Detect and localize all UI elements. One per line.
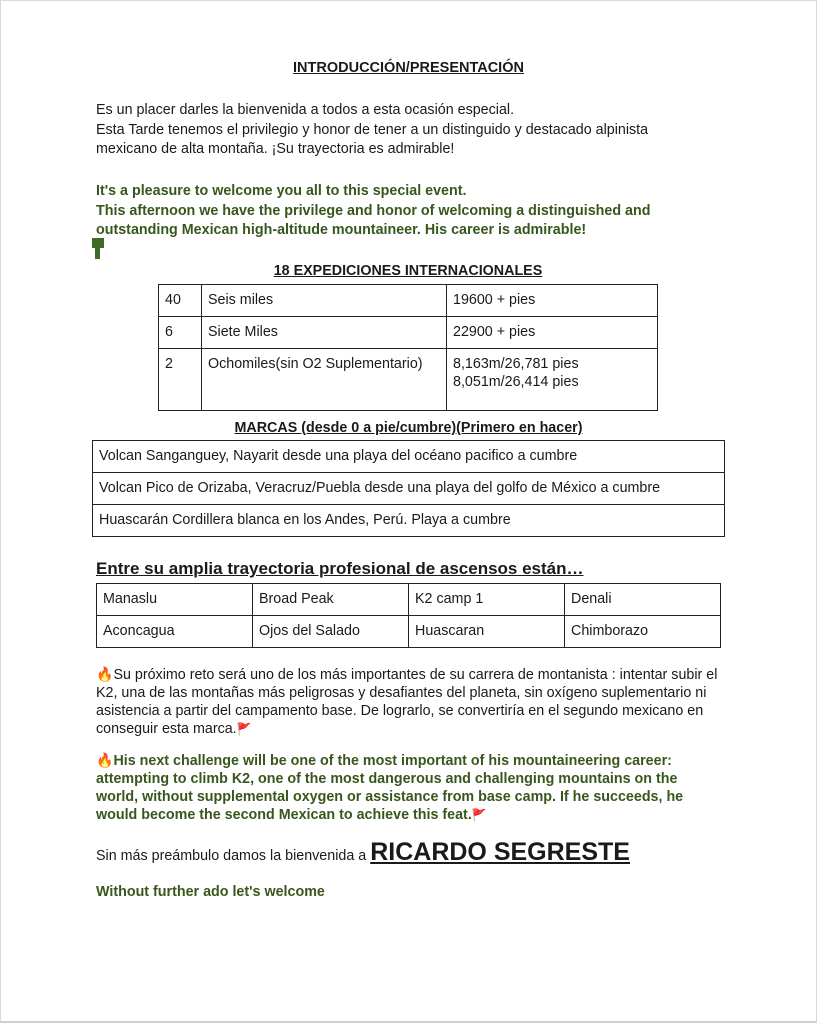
table-row xyxy=(159,317,658,349)
expedition-name: Seis miles xyxy=(202,285,447,317)
peak-cell: Aconcagua xyxy=(97,616,253,648)
intro-es-line-2: Esta Tarde tenemos el privilegio y honor de tener a un distinguido y destacado alpinista xyxy=(96,121,649,138)
expedition-count: 2 xyxy=(159,349,202,411)
intro-en-line-3: outstanding Mexican high-altitude mountaineer. His career is admirable! xyxy=(96,222,587,238)
marca-cell: Huascarán Cordillera blanca en los Andes, Perú. Playa a cumbre xyxy=(93,505,725,537)
intro-es-line-1: Es un placer darles la bienvenida a todos a esta ocasión especial. xyxy=(96,102,515,118)
expedition-count: 6 xyxy=(159,317,202,349)
fire-icon: 🔥 xyxy=(96,752,114,768)
welcome-es-text: Sin más preámbulo damos la bienvenida a xyxy=(96,848,367,864)
marcas-title: MARCAS (desde 0 a pie/cumbre)(Primero en hacer) xyxy=(234,420,583,436)
table-row xyxy=(97,616,721,648)
expedition-height-2: 8,051m/26,414 pies xyxy=(453,373,579,390)
welcome-line xyxy=(96,838,630,867)
table-row xyxy=(93,441,725,473)
challenge-es-text: Su próximo reto será uno de los más importantes de su carrera de montanista : intentar subir el K2, una de las montañas más peligrosas y desafiantes del planeta, sin oxígeno suplementario ni asistencia a partir del campamento base. De lograrlo, se convertiría en el segundo mexicano en conseguir esta marca. xyxy=(96,667,718,737)
intro-spanish xyxy=(96,101,756,160)
intro-en-line-2: This afternoon we have the privilege and honor of welcoming a distinguished and xyxy=(96,202,651,219)
peak-cell: Chimborazo xyxy=(565,616,721,648)
challenge-en-text: His next challenge will be one of the most important of his mountaineering career: attempting to climb K2, one of the most dangerous and challenging mountains on the world, without supplemental oxygen or assistance from base camp. If he succeeds, he would become the second Mexican to achieve this feat. xyxy=(96,753,684,823)
ascensos-table xyxy=(96,583,721,648)
ascensos-title: Entre su amplia trayectoria profesional de ascensos están… xyxy=(96,559,584,578)
expedition-height: 19600 + pies xyxy=(447,285,658,317)
expedition-count: 40 xyxy=(159,285,202,317)
flag-icon: 🚩 xyxy=(236,722,252,736)
marca-cell: Volcan Pico de Orizaba, Veracruz/Puebla desde una playa del golfo de México a cumbre xyxy=(93,473,725,505)
page-title: INTRODUCCIÓN/PRESENTACIÓN xyxy=(293,60,524,76)
intro-es-line-3: mexicano de alta montaña. ¡Su trayectoria es admirable! xyxy=(96,141,455,157)
speaker-name: RICARDO SEGRESTE xyxy=(370,838,630,866)
expeditions-table xyxy=(158,284,658,411)
expedition-name: Ochomiles(sin O2 Suplementario) xyxy=(202,349,447,411)
expedition-height-cell xyxy=(447,349,658,411)
marca-cell: Volcan Sanganguey, Nayarit desde una playa del océano pacifico a cumbre xyxy=(93,441,725,473)
expedition-name: Siete Miles xyxy=(202,317,447,349)
fire-icon: 🔥 xyxy=(96,666,114,682)
table-row xyxy=(93,473,725,505)
peak-cell: Broad Peak xyxy=(253,584,409,616)
intro-en-line-1: It's a pleasure to welcome you all to this special event. xyxy=(96,183,467,199)
table-row xyxy=(93,505,725,537)
peak-cell: Huascaran xyxy=(409,616,565,648)
table-row xyxy=(159,349,658,411)
intro-english xyxy=(96,182,756,241)
peak-cell: Manaslu xyxy=(97,584,253,616)
expeditions-title: 18 EXPEDICIONES INTERNACIONALES xyxy=(273,263,543,279)
challenge-spanish xyxy=(96,665,721,738)
expedition-height: 22900 + pies xyxy=(447,317,658,349)
marcas-table xyxy=(92,440,725,537)
comment-marker-stem xyxy=(95,247,100,259)
peak-cell: Denali xyxy=(565,584,721,616)
peak-cell: Ojos del Salado xyxy=(253,616,409,648)
peak-cell: K2 camp 1 xyxy=(409,584,565,616)
challenge-english xyxy=(96,751,721,824)
table-row xyxy=(97,584,721,616)
expedition-height: 8,163m/26,781 pies xyxy=(453,356,579,372)
table-row xyxy=(159,285,658,317)
welcome-english: Without further ado let's welcome xyxy=(96,884,325,900)
flag-icon: 🚩 xyxy=(471,808,487,822)
